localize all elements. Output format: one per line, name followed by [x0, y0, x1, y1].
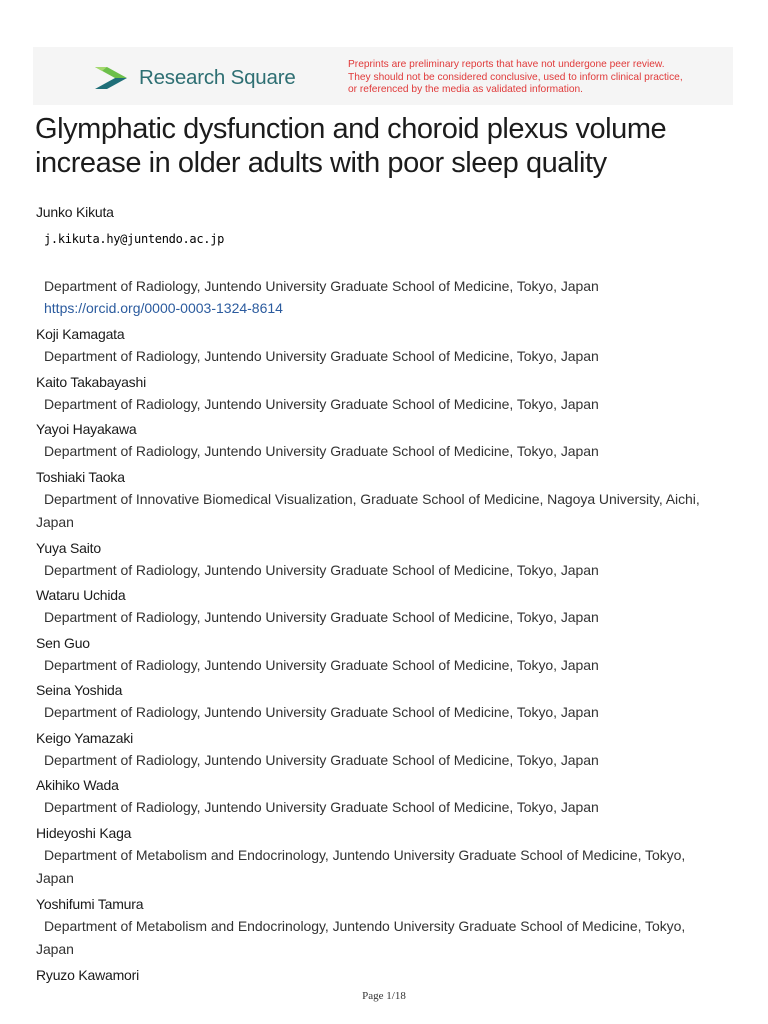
author-affiliation: Department of Metabolism and Endocrinology, Juntendo University Graduate School of Medicine, Tokyo, Japan: [36, 847, 686, 886]
author-affiliation: Department of Metabolism and Endocrinology, Juntendo University Graduate School of Medicine, Tokyo, Japan: [36, 918, 686, 957]
author-name: Yoshifumi Tamura: [36, 896, 144, 912]
logo-text: Research Square: [139, 66, 296, 89]
author-name: Wataru Uchida: [36, 587, 126, 603]
author-affiliation: Department of Radiology, Juntendo University Graduate School of Medicine, Tokyo, Japan: [44, 609, 599, 625]
author-name: Ryuzo Kawamori: [36, 967, 140, 983]
author-affiliation: Department of Radiology, Juntendo University Graduate School of Medicine, Tokyo, Japan: [44, 396, 599, 412]
author-affiliation: Department of Radiology, Juntendo University Graduate School of Medicine, Tokyo, Japan: [44, 278, 599, 294]
author-name: Toshiaki Taoka: [36, 469, 125, 485]
author-affiliation: Department of Radiology, Juntendo University Graduate School of Medicine, Tokyo, Japan: [44, 704, 599, 720]
author-name: Hideyoshi Kaga: [36, 825, 132, 841]
author-email[interactable]: j.kikuta.hy@juntendo.ac.jp: [44, 232, 225, 246]
author-affiliation: Department of Radiology, Juntendo University Graduate School of Medicine, Tokyo, Japan: [44, 799, 599, 815]
author-affiliation: Department of Radiology, Juntendo University Graduate School of Medicine, Tokyo, Japan: [44, 752, 599, 768]
author-affiliation: Department of Radiology, Juntendo University Graduate School of Medicine, Tokyo, Japan: [44, 562, 599, 578]
author-affiliation: Department of Radiology, Juntendo University Graduate School of Medicine, Tokyo, Japan: [44, 348, 599, 364]
author-name: Sen Guo: [36, 635, 90, 651]
disclaimer-line: They should not be considered conclusive, used to inform clinical practice,: [348, 71, 683, 83]
author-name: Keigo Yamazaki: [36, 730, 134, 746]
orcid-link[interactable]: https://orcid.org/0000-0003-1324-8614: [44, 300, 283, 316]
disclaimer-line: or referenced by the media as validated information.: [348, 84, 584, 95]
author-name: Kaito Takabayashi: [36, 374, 146, 390]
author-name: Akihiko Wada: [36, 777, 119, 793]
author-name: Yayoi Hayakawa: [36, 421, 137, 437]
page-number: Page 1/18: [362, 990, 406, 1002]
title-line: increase in older adults with poor sleep quality: [35, 147, 607, 179]
author-affiliation: Department of Innovative Biomedical Visualization, Graduate School of Medicine, Nagoya University, Aichi, Japan: [36, 491, 700, 530]
author-name: Koji Kamagata: [36, 326, 125, 342]
disclaimer-line: Preprints are preliminary reports that have not undergone peer review.: [348, 59, 665, 70]
author-name: Seina Yoshida: [36, 682, 123, 698]
author-name: Yuya Saito: [36, 540, 101, 556]
author-name: Junko Kikuta: [36, 204, 114, 220]
author-affiliation: Department of Radiology, Juntendo University Graduate School of Medicine, Tokyo, Japan: [44, 443, 599, 459]
title-line: Glymphatic dysfunction and choroid plexus volume: [35, 113, 667, 145]
author-affiliation: Department of Radiology, Juntendo University Graduate School of Medicine, Tokyo, Japan: [44, 657, 599, 673]
